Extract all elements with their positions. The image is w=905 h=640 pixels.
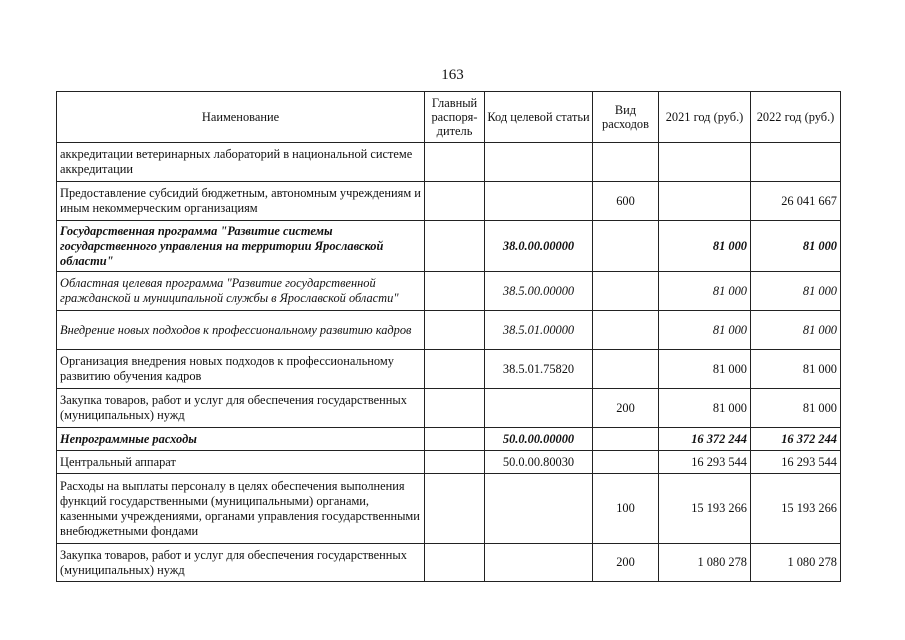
header-admin: Главный распоря-дитель — [425, 92, 485, 143]
table-row — [57, 221, 841, 272]
cell-name: Непрограммные расходы — [57, 428, 425, 451]
cell-2021: 16 293 544 — [659, 451, 751, 474]
cell-kind — [593, 428, 659, 451]
cell-code: 38.5.00.00000 — [485, 272, 593, 311]
cell-kind: 600 — [593, 182, 659, 221]
budget-table — [56, 91, 841, 582]
cell-2021 — [659, 143, 751, 182]
cell-name: Областная целевая программа "Развитие государственной гражданской и муниципальной службы в Ярославской области" — [57, 272, 425, 311]
table-row — [57, 272, 841, 311]
cell-2021: 81 000 — [659, 272, 751, 311]
cell-code: 38.0.00.00000 — [485, 221, 593, 272]
cell-2021: 15 193 266 — [659, 474, 751, 544]
cell-2021: 81 000 — [659, 389, 751, 428]
cell-2022: 81 000 — [751, 272, 841, 311]
table-row — [57, 350, 841, 389]
cell-2022: 15 193 266 — [751, 474, 841, 544]
table-row — [57, 143, 841, 182]
cell-admin — [425, 389, 485, 428]
cell-kind: 200 — [593, 389, 659, 428]
cell-2021: 16 372 244 — [659, 428, 751, 451]
cell-2021 — [659, 182, 751, 221]
cell-2021: 81 000 — [659, 350, 751, 389]
cell-kind — [593, 311, 659, 350]
cell-code: 38.5.01.75820 — [485, 350, 593, 389]
cell-name: Предоставление субсидий бюджетным, автономным учреждениям и иным некоммерческим организациям — [57, 182, 425, 221]
page-number: 163 — [441, 67, 464, 83]
cell-name: Расходы на выплаты персоналу в целях обеспечения выполнения функций государственными (муниципальными) органами, казенными учреждениями, органами управления государственными внебюджетными фондами — [57, 474, 425, 544]
cell-kind: 100 — [593, 474, 659, 544]
cell-admin — [425, 544, 485, 582]
cell-code — [485, 544, 593, 582]
cell-2021: 81 000 — [659, 221, 751, 272]
cell-2022: 16 372 244 — [751, 428, 841, 451]
header-2021: 2021 год (руб.) — [659, 92, 751, 143]
cell-2022: 81 000 — [751, 221, 841, 272]
header-kind: Вид расходов — [593, 92, 659, 143]
cell-name: Внедрение новых подходов к профессиональному развитию кадров — [57, 311, 425, 350]
cell-code: 38.5.01.00000 — [485, 311, 593, 350]
cell-name: аккредитации ветеринарных лабораторий в национальной системе аккредитации — [57, 143, 425, 182]
cell-2021: 1 080 278 — [659, 544, 751, 582]
cell-2022: 81 000 — [751, 350, 841, 389]
cell-code — [485, 474, 593, 544]
cell-name: Закупка товаров, работ и услуг для обеспечения государственных (муниципальных) нужд — [57, 389, 425, 428]
cell-2021: 81 000 — [659, 311, 751, 350]
cell-admin — [425, 221, 485, 272]
cell-admin — [425, 451, 485, 474]
cell-code: 50.0.00.80030 — [485, 451, 593, 474]
cell-kind — [593, 451, 659, 474]
cell-2022: 81 000 — [751, 311, 841, 350]
cell-code — [485, 182, 593, 221]
cell-2022: 26 041 667 — [751, 182, 841, 221]
cell-kind — [593, 221, 659, 272]
cell-code: 50.0.00.00000 — [485, 428, 593, 451]
cell-name: Закупка товаров, работ и услуг для обеспечения государственных (муниципальных) нужд — [57, 544, 425, 582]
cell-code — [485, 389, 593, 428]
cell-name: Организация внедрения новых подходов к профессиональному развитию обучения кадров — [57, 350, 425, 389]
header-code: Код целевой статьи — [485, 92, 593, 143]
table-row — [57, 451, 841, 474]
cell-kind — [593, 350, 659, 389]
cell-name: Центральный аппарат — [57, 451, 425, 474]
cell-admin — [425, 428, 485, 451]
cell-admin — [425, 182, 485, 221]
cell-name: Государственная программа "Развитие системы государственного управления на территории Ярославской области" — [57, 221, 425, 272]
cell-kind — [593, 272, 659, 311]
cell-admin — [425, 311, 485, 350]
cell-admin — [425, 143, 485, 182]
table-row — [57, 474, 841, 544]
cell-kind: 200 — [593, 544, 659, 582]
cell-admin — [425, 272, 485, 311]
header-name: Наименование — [57, 92, 425, 143]
table-row — [57, 311, 841, 350]
header-2022: 2022 год (руб.) — [751, 92, 841, 143]
cell-code — [485, 143, 593, 182]
table-row — [57, 182, 841, 221]
table-row — [57, 544, 841, 582]
table-header-row — [57, 92, 841, 143]
table-row — [57, 389, 841, 428]
table-row — [57, 428, 841, 451]
cell-2022: 1 080 278 — [751, 544, 841, 582]
cell-2022 — [751, 143, 841, 182]
cell-2022: 81 000 — [751, 389, 841, 428]
cell-kind — [593, 143, 659, 182]
cell-admin — [425, 350, 485, 389]
cell-admin — [425, 474, 485, 544]
cell-2022: 16 293 544 — [751, 451, 841, 474]
